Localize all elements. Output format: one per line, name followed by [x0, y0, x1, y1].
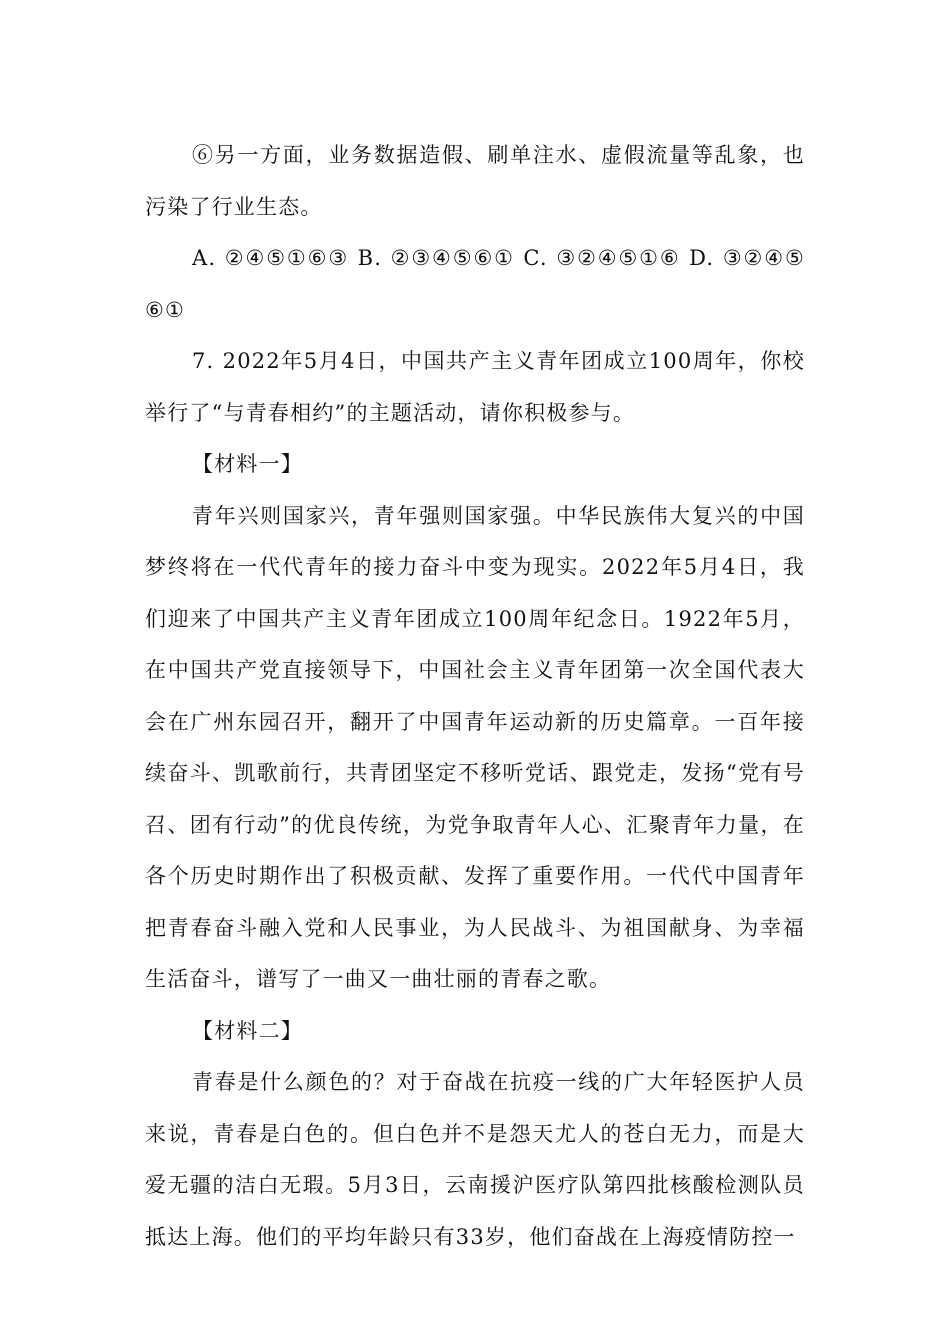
paragraph-answer-choices: A. ②④⑤①⑥③ B. ②③④⑤⑥① C. ③②④⑤①⑥ D. ③②④⑤⑥① [145, 246, 805, 322]
paragraph-option-6: ⑥另一方面，业务数据造假、刷单注水、虚假流量等乱象，也污染了行业生态。 [145, 143, 805, 219]
paragraph-question-7: 7. 2022年5月4日，中国共产主义青年团成立100周年，你校举行了“与青春相约”的主题活动，请你积极参与。 [145, 349, 805, 425]
paragraph-material-2: 青春是什么颜色的？对于奋战在抗疫一线的广大年轻医护人员来说，青春是白色的。但白色并不是怨天尤人的苍白无力，而是大爱无疆的洁白无瑕。5月3日，云南援沪医疗队第四批核酸检测队员抵达上海。他们的平均年龄只有33岁，他们奋战在上海疫情防控一 [145, 1070, 805, 1249]
heading-material-1: 【材料一】 [192, 452, 303, 476]
paragraph-material-1: 青年兴则国家兴，青年强则国家强。中华民族伟大复兴的中国梦终将在一代代青年的接力奋斗中变为现实。2022年5月4日，我们迎来了中国共产主义青年团成立100周年纪念日。1922年5月，在中国共产党直接领导下，中国社会主义青年团第一次全国代表大会在广州东园召开，翻开了中国青年运动新的历史篇章。一百年接续奋斗、凯歌前行，共青团坚定不移听党话、跟党走，发扬“党有号召、团有行动”的优良传统，为党争取青年人心、汇聚青年力量，在各个历史时期作出了积极贡献、发挥了重要作用。一代代中国青年把青春奋斗融入党和人民事业，为人民战斗、为祖国献身、为幸福生活奋斗，谱写了一曲又一曲壮丽的青春之歌。 [145, 503, 805, 991]
heading-material-2: 【材料二】 [192, 1018, 303, 1043]
document-body [145, 130, 805, 1263]
